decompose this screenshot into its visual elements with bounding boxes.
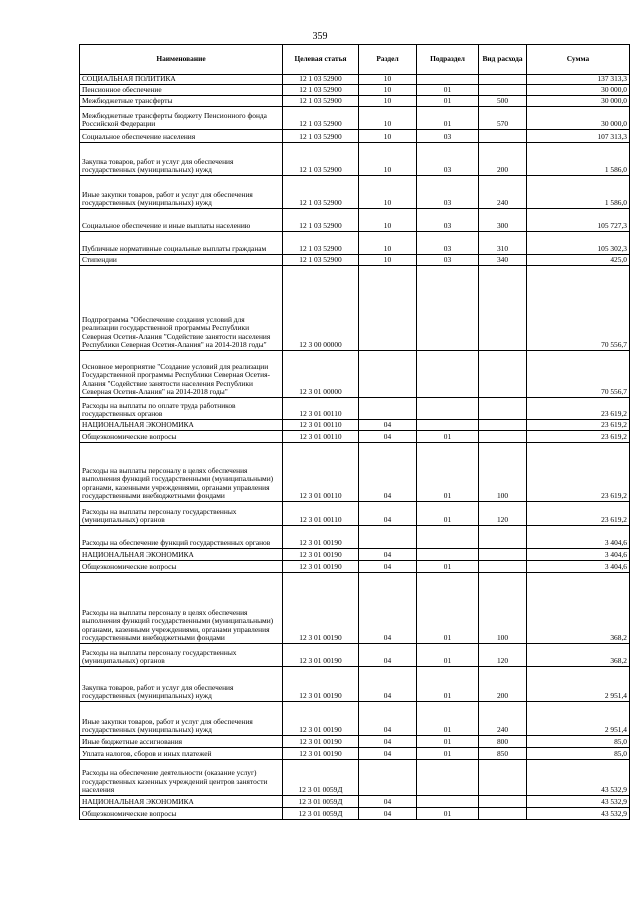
- row-name: Основное мероприятие "Создание условий для реализации Государственной программы Республики Северная Осетия-Алания "Содействие занятости населения Республики Северная Осетия-Алания" на 2014-2018 годы": [80, 351, 283, 398]
- row-section: 04: [359, 443, 417, 502]
- row-target-article: 12 1 03 52900: [283, 96, 359, 107]
- row-target-article: 12 3 01 00190: [283, 573, 359, 644]
- table-row: [80, 502, 630, 526]
- row-name: НАЦИОНАЛЬНАЯ ЭКОНОМИКА: [80, 420, 283, 431]
- header-sum: Сумма: [527, 45, 630, 75]
- table-row: [80, 573, 630, 644]
- row-section: [359, 398, 417, 420]
- row-expense-type: 300: [479, 209, 527, 232]
- row-section: 04: [359, 796, 417, 808]
- row-subsection: [417, 398, 479, 420]
- row-section: 04: [359, 748, 417, 760]
- header-section: Раздел: [359, 45, 417, 75]
- row-sum: 105 727,3: [527, 209, 630, 232]
- row-expense-type: [479, 351, 527, 398]
- table-row: [80, 796, 630, 808]
- row-name: Социальное обеспечение населения: [80, 130, 283, 143]
- row-section: 10: [359, 232, 417, 255]
- row-subsection: 03: [417, 176, 479, 209]
- row-subsection: 01: [417, 748, 479, 760]
- table-row: [80, 176, 630, 209]
- row-expense-type: 570: [479, 107, 527, 130]
- row-section: 04: [359, 502, 417, 526]
- page-number: 359: [312, 31, 328, 42]
- row-expense-type: [479, 760, 527, 796]
- row-expense-type: 100: [479, 573, 527, 644]
- row-subsection: 03: [417, 209, 479, 232]
- row-section: [359, 351, 417, 398]
- table-row: [80, 107, 630, 130]
- row-section: 10: [359, 75, 417, 85]
- row-subsection: 03: [417, 130, 479, 143]
- row-name: НАЦИОНАЛЬНАЯ ЭКОНОМИКА: [80, 549, 283, 561]
- row-section: 10: [359, 85, 417, 96]
- row-target-article: 12 3 01 0059Д: [283, 796, 359, 808]
- row-expense-type: 120: [479, 644, 527, 667]
- table-body: [80, 75, 630, 820]
- row-expense-type: [479, 398, 527, 420]
- table-row: [80, 644, 630, 667]
- table-row: [80, 351, 630, 398]
- row-expense-type: 100: [479, 443, 527, 502]
- row-subsection: 01: [417, 85, 479, 96]
- row-target-article: 12 3 01 00190: [283, 667, 359, 702]
- row-target-article: 12 3 01 00190: [283, 526, 359, 549]
- table-row: [80, 443, 630, 502]
- row-expense-type: [479, 85, 527, 96]
- row-target-article: 12 1 03 52900: [283, 209, 359, 232]
- row-name: НАЦИОНАЛЬНАЯ ЭКОНОМИКА: [80, 796, 283, 808]
- row-target-article: 12 3 01 0059Д: [283, 760, 359, 796]
- table-row: [80, 561, 630, 573]
- row-expense-type: [479, 266, 527, 351]
- row-subsection: [417, 266, 479, 351]
- row-target-article: 12 3 01 00000: [283, 351, 359, 398]
- row-sum: 43 532,9: [527, 808, 630, 820]
- row-name: Расходы на обеспечение функций государственных органов: [80, 526, 283, 549]
- row-section: 10: [359, 107, 417, 130]
- row-expense-type: 800: [479, 736, 527, 748]
- row-sum: 43 532,9: [527, 760, 630, 796]
- row-section: 04: [359, 561, 417, 573]
- row-target-article: 12 3 01 00190: [283, 549, 359, 561]
- table-row: [80, 526, 630, 549]
- row-name: Общеэкономические вопросы: [80, 431, 283, 443]
- table-row: [80, 130, 630, 143]
- row-section: 10: [359, 96, 417, 107]
- row-sum: 23 619,2: [527, 431, 630, 443]
- header-target-article: Целевая статья: [283, 45, 359, 75]
- row-subsection: 01: [417, 561, 479, 573]
- row-name: Межбюджетные трансферты: [80, 96, 283, 107]
- table-row: [80, 702, 630, 736]
- row-section: [359, 526, 417, 549]
- row-sum: 3 404,6: [527, 526, 630, 549]
- row-target-article: 12 3 01 00110: [283, 502, 359, 526]
- row-target-article: 12 3 01 00110: [283, 420, 359, 431]
- row-subsection: 01: [417, 702, 479, 736]
- row-expense-type: [479, 796, 527, 808]
- row-expense-type: [479, 561, 527, 573]
- header-name: Наименование: [80, 45, 283, 75]
- row-expense-type: 310: [479, 232, 527, 255]
- row-name: СОЦИАЛЬНАЯ ПОЛИТИКА: [80, 75, 283, 85]
- row-name: Пенсионное обеспечение: [80, 85, 283, 96]
- row-expense-type: 240: [479, 702, 527, 736]
- row-section: 10: [359, 255, 417, 266]
- row-target-article: 12 3 01 00190: [283, 736, 359, 748]
- row-sum: 3 404,6: [527, 561, 630, 573]
- row-sum: 368,2: [527, 644, 630, 667]
- row-subsection: 01: [417, 808, 479, 820]
- row-subsection: 01: [417, 96, 479, 107]
- table-row: [80, 232, 630, 255]
- row-section: 04: [359, 573, 417, 644]
- row-subsection: 01: [417, 644, 479, 667]
- row-sum: 105 302,3: [527, 232, 630, 255]
- row-sum: 23 619,2: [527, 398, 630, 420]
- row-section: 04: [359, 808, 417, 820]
- table-row: [80, 667, 630, 702]
- row-target-article: 12 1 03 52900: [283, 232, 359, 255]
- row-sum: 368,2: [527, 573, 630, 644]
- table-row: [80, 398, 630, 420]
- row-subsection: 01: [417, 431, 479, 443]
- row-name: Расходы на выплаты персоналу государственных (муниципальных) органов: [80, 644, 283, 667]
- row-target-article: 12 1 03 52900: [283, 75, 359, 85]
- row-target-article: 12 1 03 52900: [283, 143, 359, 176]
- table-row: [80, 808, 630, 820]
- row-expense-type: 200: [479, 143, 527, 176]
- row-name: Подпрограмма "Обеспечение создания условий для реализации государственной программы Республики Северная Осетия-Алания "Содействие занятости населения Республики Северная Осетия-Алания" на 2014-2018 годы": [80, 266, 283, 351]
- row-sum: 137 313,3: [527, 75, 630, 85]
- row-subsection: 01: [417, 736, 479, 748]
- row-subsection: 01: [417, 573, 479, 644]
- row-subsection: [417, 75, 479, 85]
- row-section: 04: [359, 420, 417, 431]
- row-sum: 2 951,4: [527, 702, 630, 736]
- row-target-article: 12 1 03 52900: [283, 176, 359, 209]
- row-sum: 30 000,0: [527, 96, 630, 107]
- row-section: 10: [359, 209, 417, 232]
- row-name: Расходы на выплаты персоналу в целях обеспечения выполнения функций государственными (муниципальными) органами, казенными учреждениями, органами управления государственными внебюджетными фондами: [80, 573, 283, 644]
- row-sum: 107 313,3: [527, 130, 630, 143]
- row-name: Межбюджетные трансферты бюджету Пенсионного фонда Российской Федерации: [80, 107, 283, 130]
- row-target-article: 12 3 01 00190: [283, 561, 359, 573]
- row-name: Общеэкономические вопросы: [80, 808, 283, 820]
- row-target-article: 12 1 03 52900: [283, 107, 359, 130]
- row-expense-type: [479, 549, 527, 561]
- row-sum: 30 000,0: [527, 107, 630, 130]
- row-target-article: 12 3 01 00110: [283, 443, 359, 502]
- row-target-article: 12 3 01 00190: [283, 644, 359, 667]
- row-sum: 1 586,0: [527, 143, 630, 176]
- row-name: Социальное обеспечение и иные выплаты населению: [80, 209, 283, 232]
- row-subsection: [417, 526, 479, 549]
- row-expense-type: [479, 526, 527, 549]
- row-section: 10: [359, 143, 417, 176]
- table-row: [80, 420, 630, 431]
- row-subsection: 01: [417, 667, 479, 702]
- row-name: Стипендии: [80, 255, 283, 266]
- row-section: 04: [359, 431, 417, 443]
- row-subsection: 03: [417, 255, 479, 266]
- row-name: Иные бюджетные ассигнования: [80, 736, 283, 748]
- row-expense-type: [479, 130, 527, 143]
- table-row: [80, 736, 630, 748]
- row-section: 10: [359, 130, 417, 143]
- row-subsection: [417, 549, 479, 561]
- row-subsection: 03: [417, 232, 479, 255]
- row-subsection: [417, 796, 479, 808]
- row-sum: 3 404,6: [527, 549, 630, 561]
- row-target-article: 12 3 01 00110: [283, 431, 359, 443]
- row-section: 10: [359, 176, 417, 209]
- row-expense-type: [479, 75, 527, 85]
- row-name: Расходы на выплаты по оплате труда работников государственных органов: [80, 398, 283, 420]
- row-name: Расходы на обеспечение деятельности (оказание услуг) государственных казенных учреждений центров занятости населения: [80, 760, 283, 796]
- row-sum: 70 556,7: [527, 351, 630, 398]
- row-sum: 23 619,2: [527, 420, 630, 431]
- header-expense-type: Вид расхода: [479, 45, 527, 75]
- row-subsection: 01: [417, 502, 479, 526]
- row-sum: 85,0: [527, 736, 630, 748]
- row-sum: 23 619,2: [527, 502, 630, 526]
- row-subsection: 01: [417, 443, 479, 502]
- table-row: [80, 748, 630, 760]
- row-section: 04: [359, 644, 417, 667]
- row-name: Закупка товаров, работ и услуг для обеспечения государственных (муниципальных) нужд: [80, 143, 283, 176]
- table-row: [80, 266, 630, 351]
- row-name: Расходы на выплаты персоналу в целях обеспечения выполнения функций государственными (муниципальными) органами, казенными учреждениями, органами управления государственными внебюджетными фондами: [80, 443, 283, 502]
- row-target-article: 12 1 03 52900: [283, 255, 359, 266]
- row-expense-type: 340: [479, 255, 527, 266]
- row-name: Закупка товаров, работ и услуг для обеспечения государственных (муниципальных) нужд: [80, 667, 283, 702]
- row-expense-type: 240: [479, 176, 527, 209]
- table-row: [80, 255, 630, 266]
- row-section: 04: [359, 736, 417, 748]
- row-target-article: 12 3 01 00110: [283, 398, 359, 420]
- budget-table: [79, 44, 630, 820]
- table-header-row: [80, 45, 630, 75]
- row-target-article: 12 1 03 52900: [283, 130, 359, 143]
- row-name: Уплата налогов, сборов и иных платежей: [80, 748, 283, 760]
- row-section: 04: [359, 702, 417, 736]
- row-target-article: 12 3 01 00190: [283, 702, 359, 736]
- row-section: [359, 266, 417, 351]
- row-sum: 23 619,2: [527, 443, 630, 502]
- row-sum: 85,0: [527, 748, 630, 760]
- row-expense-type: [479, 808, 527, 820]
- row-name: Иные закупки товаров, работ и услуг для обеспечения государственных (муниципальных) нужд: [80, 176, 283, 209]
- table-row: [80, 760, 630, 796]
- table-row: [80, 96, 630, 107]
- table-row: [80, 549, 630, 561]
- row-expense-type: [479, 431, 527, 443]
- row-sum: 43 532,9: [527, 796, 630, 808]
- row-subsection: 03: [417, 143, 479, 176]
- row-expense-type: 120: [479, 502, 527, 526]
- row-subsection: 01: [417, 107, 479, 130]
- table-row: [80, 431, 630, 443]
- row-subsection: [417, 760, 479, 796]
- row-section: [359, 760, 417, 796]
- row-target-article: 12 3 00 00000: [283, 266, 359, 351]
- row-sum: 70 556,7: [527, 266, 630, 351]
- row-expense-type: 500: [479, 96, 527, 107]
- row-sum: 2 951,4: [527, 667, 630, 702]
- table-row: [80, 143, 630, 176]
- row-section: 04: [359, 549, 417, 561]
- table-row: [80, 209, 630, 232]
- table-row: [80, 85, 630, 96]
- row-section: 04: [359, 667, 417, 702]
- header-subsection: Подраздел: [417, 45, 479, 75]
- row-target-article: 12 3 01 0059Д: [283, 808, 359, 820]
- row-sum: 425,0: [527, 255, 630, 266]
- row-subsection: [417, 420, 479, 431]
- row-expense-type: 850: [479, 748, 527, 760]
- row-name: Общеэкономические вопросы: [80, 561, 283, 573]
- row-subsection: [417, 351, 479, 398]
- table-row: [80, 75, 630, 85]
- row-name: Публичные нормативные социальные выплаты гражданам: [80, 232, 283, 255]
- row-expense-type: [479, 420, 527, 431]
- row-expense-type: 200: [479, 667, 527, 702]
- row-name: Расходы на выплаты персоналу государственных (муниципальных) органов: [80, 502, 283, 526]
- row-sum: 1 586,0: [527, 176, 630, 209]
- row-sum: 30 000,0: [527, 85, 630, 96]
- row-target-article: 12 3 01 00190: [283, 748, 359, 760]
- row-target-article: 12 1 03 52900: [283, 85, 359, 96]
- row-name: Иные закупки товаров, работ и услуг для обеспечения государственных (муниципальных) нужд: [80, 702, 283, 736]
